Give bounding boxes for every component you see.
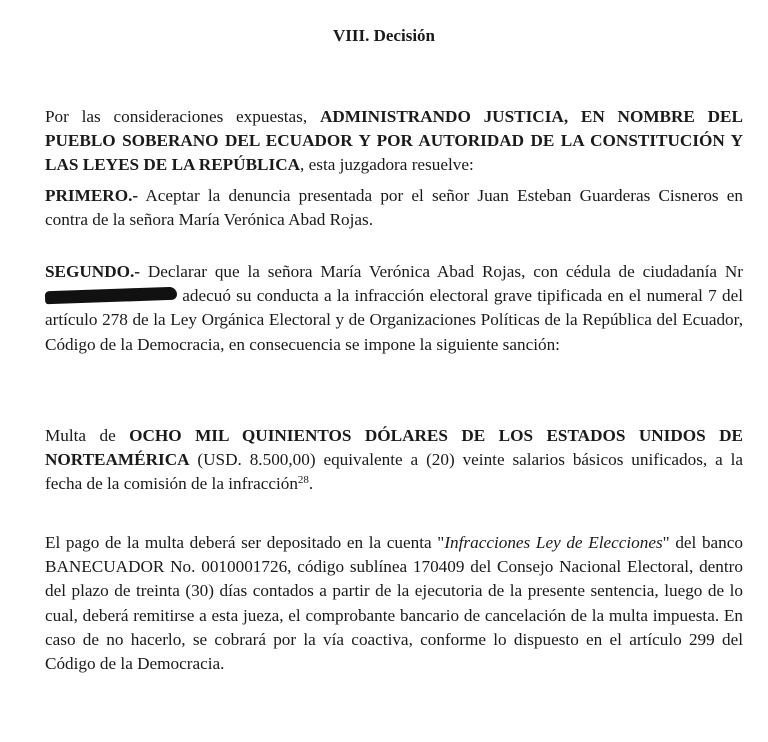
footnote-ref: 28 <box>297 474 309 487</box>
paragraph-segundo <box>45 260 743 357</box>
bold-text: OCHO MIL QUINIENTOS DÓLARES DE LOS ESTADOS UNIDOS DE NORTEAMÉRICA <box>45 426 744 470</box>
text: Aceptar la denuncia presentada por el señor Juan Esteban Guarderas Cisneros en contra de la señora María Verónica Abad Rojas. <box>45 186 743 230</box>
section-title: VIII. Decisión <box>332 26 435 45</box>
text: " del banco BANECUADOR No. 0010001726, código sublínea 170409 del Consejo Nacional Electoral, dentro del plazo de treinta (30) días contados a partir de la ejecutoria de la presente sentencia, luego de lo cual, deberá remitirse a esta jueza, el comprobante bancario de cancelación de la multa impuesta. En caso de no hacerlo, se cobrará por la vía coactiva, conforme lo dispuesto en el artículo 299 del Código de la Democracia. <box>45 533 743 674</box>
paragraph-payment <box>45 531 743 676</box>
text: (USD. 8.500,00) equivalente a (20) veinte salarios básicos unificados, a la fecha de la comisión de la infracción <box>45 450 743 494</box>
text: adecuó su conducta a la infracción electoral grave tipificada en el numeral 7 del artículo 278 de la Ley Orgánica Electoral y de Organizaciones Políticas de la República del Ecuador, Código de la Democracia, en consecuencia se impone la siguiente sanción: <box>45 286 743 354</box>
paragraph-considerations <box>45 105 743 178</box>
bold-label: PRIMERO.- <box>45 186 139 205</box>
redaction-mark <box>45 287 177 305</box>
text: El pago de la multa deberá ser depositado en la cuenta " <box>45 533 445 552</box>
paragraph-fine <box>45 424 743 497</box>
text: , esta juzgadora resuelve: <box>300 155 474 175</box>
text: Multa de <box>45 426 130 445</box>
paragraph-primero <box>45 184 743 232</box>
italic-text: Infracciones Ley de Elecciones <box>444 533 663 552</box>
text: Por las consideraciones expuestas, <box>45 107 320 126</box>
text: Declarar que la señora María Verónica Abad Rojas, con cédula de ciudadanía Nr <box>140 262 743 281</box>
bold-label: SEGUNDO.- <box>45 262 141 281</box>
text: . <box>308 474 314 494</box>
bold-text: ADMINISTRANDO JUSTICIA, EN NOMBRE DEL PUEBLO SOBERANO DEL ECUADOR Y POR AUTORIDAD DE LA CONSTITUCIÓN Y LAS LEYES DE LA REPÚBLICA <box>45 107 743 175</box>
